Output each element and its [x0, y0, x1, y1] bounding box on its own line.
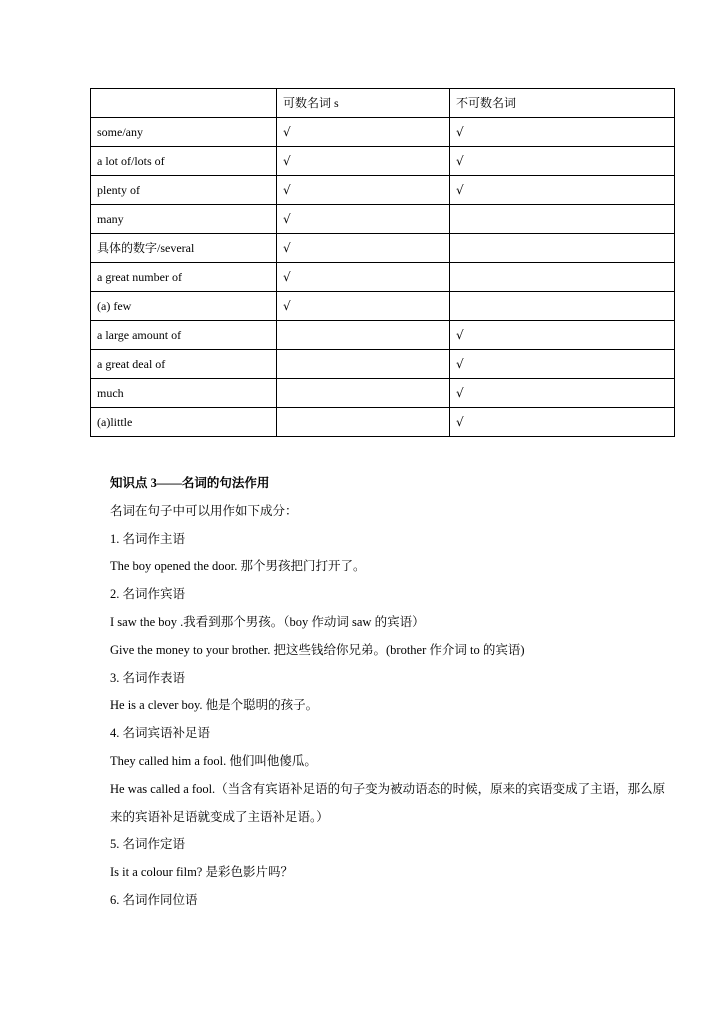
countable-mark [277, 350, 450, 379]
uncountable-mark [450, 292, 675, 321]
table-header-row [91, 89, 675, 118]
quantifier-cell: many [91, 205, 277, 234]
table-row [91, 321, 675, 350]
table-row [91, 408, 675, 437]
countable-mark [277, 408, 450, 437]
quantifier-table [90, 88, 675, 437]
countable-mark [277, 321, 450, 350]
subheading-object: 2. 名词作宾语 [110, 587, 186, 602]
uncountable-mark: √ [450, 118, 675, 147]
example-line: Give the money to your brother. 把这些钱给你兄弟。(brother 作介词 to 的宾语) [110, 642, 525, 657]
subheading-predicative: 3. 名词作表语 [110, 670, 186, 685]
table-row [91, 292, 675, 321]
quantifier-cell: much [91, 379, 277, 408]
countable-mark: √ [277, 263, 450, 292]
table-row [91, 234, 675, 263]
countable-mark: √ [277, 176, 450, 205]
uncountable-mark: √ [450, 147, 675, 176]
table-row [91, 350, 675, 379]
table-row [91, 263, 675, 292]
quantifier-cell: a large amount of [91, 321, 277, 350]
example-line-wrapped: He was called a fool.（当含有宾语补足语的句子变为被动语态的时候，原来的宾语变成了主语，那么原来的宾语补足语就变成了主语补足语。） [110, 781, 666, 824]
header-cell-uncountable: 不可数名词 [450, 89, 675, 118]
uncountable-mark [450, 234, 675, 263]
uncountable-mark: √ [450, 176, 675, 205]
quantifier-cell: (a)little [91, 408, 277, 437]
header-cell-countable: 可数名词 s [277, 89, 450, 118]
example-line: The boy opened the door. 那个男孩把门打开了。 [110, 559, 366, 574]
table-row [91, 379, 675, 408]
subheading-object-complement: 4. 名词宾语补足语 [110, 726, 211, 741]
subheading-subject: 1. 名词作主语 [110, 531, 186, 546]
example-line: I saw the boy .我看到那个男孩。（boy 作动词 saw 的宾语） [110, 614, 425, 629]
uncountable-mark: √ [450, 321, 675, 350]
countable-mark: √ [277, 205, 450, 234]
quantifier-cell: 具体的数字/several [91, 234, 277, 263]
table-row [91, 147, 675, 176]
uncountable-mark: √ [450, 350, 675, 379]
table-row [91, 176, 675, 205]
table-row [91, 205, 675, 234]
uncountable-mark: √ [450, 379, 675, 408]
subheading-attributive: 5. 名词作定语 [110, 837, 186, 852]
countable-mark: √ [277, 147, 450, 176]
example-line: He is a clever boy. 他是个聪明的孩子。 [110, 698, 319, 713]
uncountable-mark: √ [450, 408, 675, 437]
countable-mark: √ [277, 234, 450, 263]
section-intro: 名词在句子中可以用作如下成分： [110, 503, 298, 518]
quantifier-cell: a lot of/lots of [91, 147, 277, 176]
quantifier-cell: some/any [91, 118, 277, 147]
subheading-appositive: 6. 名词作同位语 [110, 892, 198, 907]
header-cell-empty [91, 89, 277, 118]
uncountable-mark [450, 263, 675, 292]
example-line: They called him a fool. 他们叫他傻瓜。 [110, 753, 317, 768]
countable-mark: √ [277, 118, 450, 147]
countable-mark: √ [277, 292, 450, 321]
quantifier-cell: a great number of [91, 263, 277, 292]
section-body [110, 470, 670, 915]
countable-mark [277, 379, 450, 408]
quantifier-cell: a great deal of [91, 350, 277, 379]
section-title: 知识点 3——名词的句法作用 [110, 476, 270, 490]
quantifier-cell: plenty of [91, 176, 277, 205]
quantifier-cell: (a) few [91, 292, 277, 321]
table-row [91, 118, 675, 147]
example-line: Is it a colour film? 是彩色影片吗？ [110, 865, 293, 880]
uncountable-mark [450, 205, 675, 234]
